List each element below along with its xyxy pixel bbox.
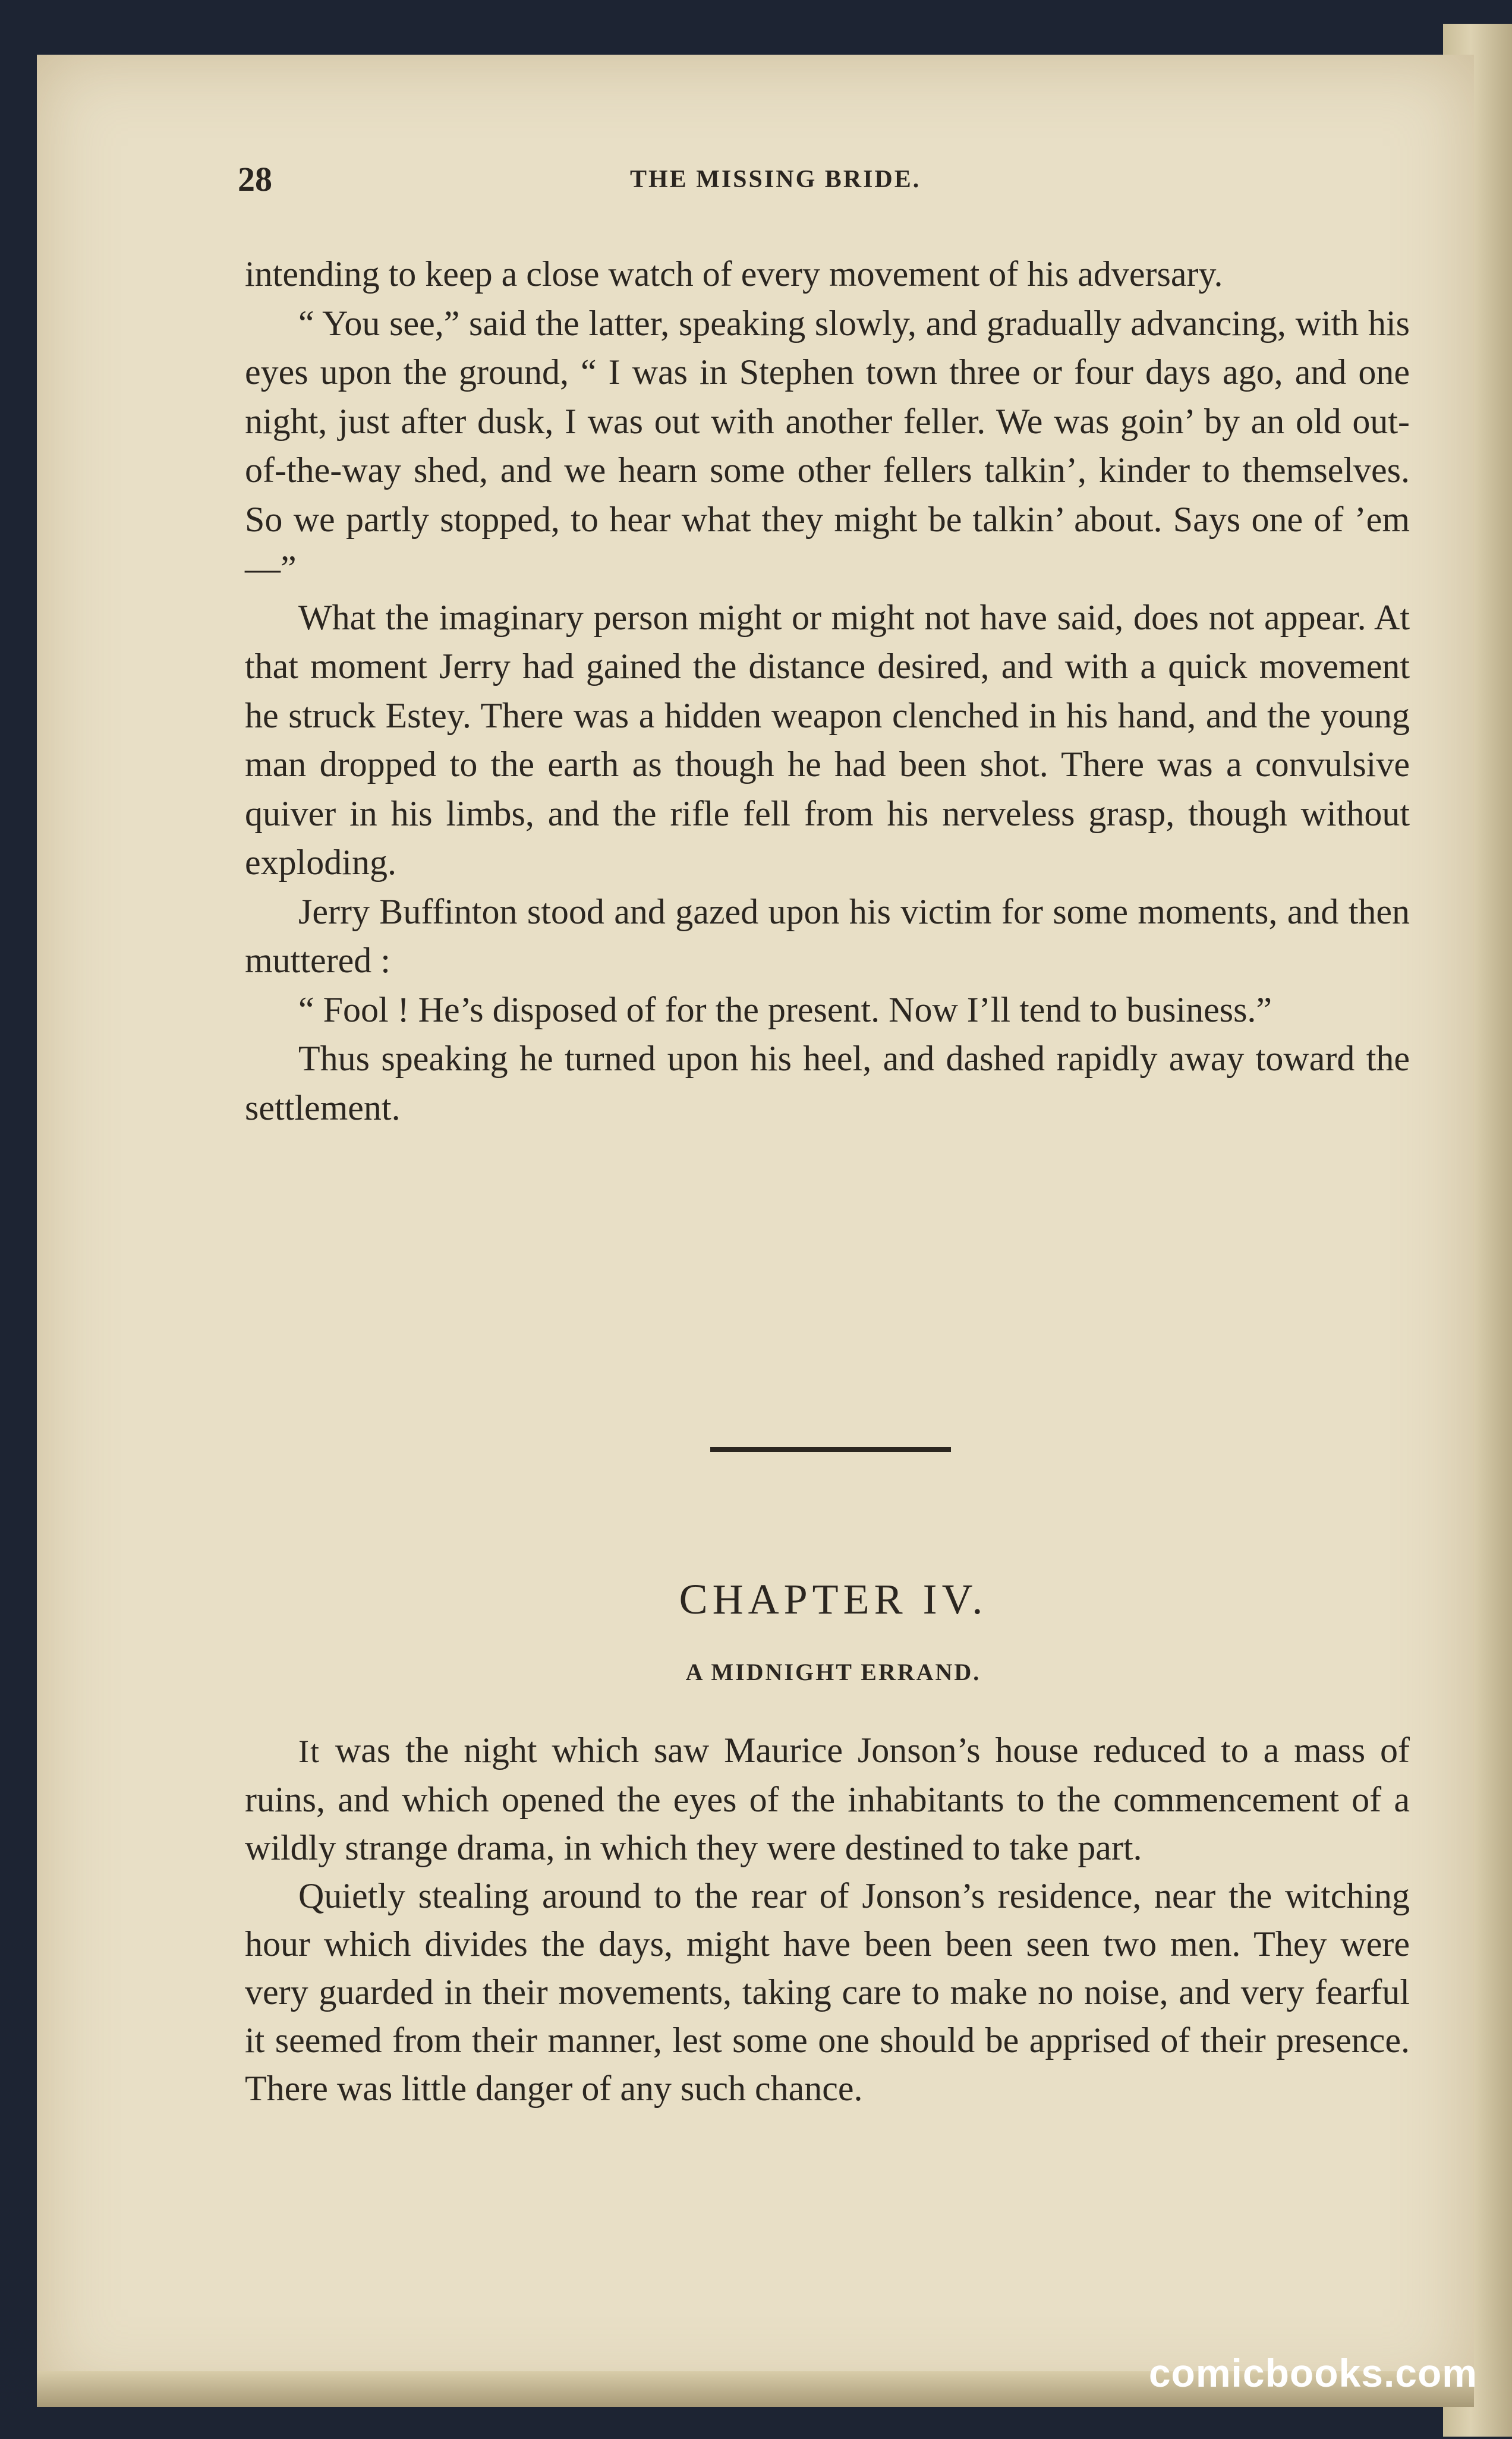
paragraph: Quietly stealing around to the rear of Jonson’s residence, near the witching hour which divides the days, might have been been seen two men. They were very guarded in their movements, taking care to make no noise, and very fearful it seemed from their manner, lest some one should be apprised of their presence. There was little danger of any such chance. xyxy=(245,1876,1410,2108)
paragraph-rest: was the night which saw Maurice Jonson’s house reduced to a mass of ruins, and which opened the eyes of the inhabitants to the commencement of a wildly strange drama, in which they were destined to take part. xyxy=(245,1731,1410,1867)
section-divider-rule xyxy=(710,1447,951,1452)
paragraph: intending to keep a close watch of every movement of his adversary. xyxy=(245,254,1223,294)
body-text-part2 xyxy=(245,1726,1410,2113)
paragraph xyxy=(245,1726,1410,1872)
watermark: comicbooks.com xyxy=(1148,2351,1478,2395)
paragraph: Thus speaking he turned upon his heel, and dashed rapidly away toward the settlement. xyxy=(245,1039,1410,1127)
body-text-part1 xyxy=(245,250,1410,1132)
chapter-subtitle: A MIDNIGHT ERRAND. xyxy=(685,1659,981,1685)
lead-word: It xyxy=(298,1734,320,1769)
running-title: THE MISSING BRIDE. xyxy=(630,166,921,193)
paragraph: “ Fool ! He’s disposed of for the present. Now I’ll tend to business.” xyxy=(298,990,1272,1029)
page-number: 28 xyxy=(238,160,272,198)
paragraph: Jerry Buffinton stood and gazed upon his victim for some moments, and then muttered : xyxy=(245,891,1410,980)
page-header xyxy=(238,159,1415,201)
paragraph: “ You see,” said the latter, speaking slowly, and gradually advancing, with his eyes upon the ground, “ I was in Stephen town three or four days ago, and one night, just after dusk, I was out with another feller. We was goin’ by an old out-of-the-way shed, and we hearn some other fellers talkin’, kinder to themselves. So we partly stopped, to hear what they might be talkin’ about. Says one of ’em—” xyxy=(245,303,1410,588)
chapter-heading: CHAPTER IV. xyxy=(679,1575,988,1623)
paragraph: What the imaginary person might or might not have said, does not appear. At that moment Jerry had gained the distance desired, and with a quick movement he struck Estey. There was a hidden weapon clenched in his hand, and the young man dropped to the earth as though he had been shot. There was a convulsive quiver in his limbs, and the rifle fell from his nerveless grasp, though without exploding. xyxy=(245,597,1410,882)
